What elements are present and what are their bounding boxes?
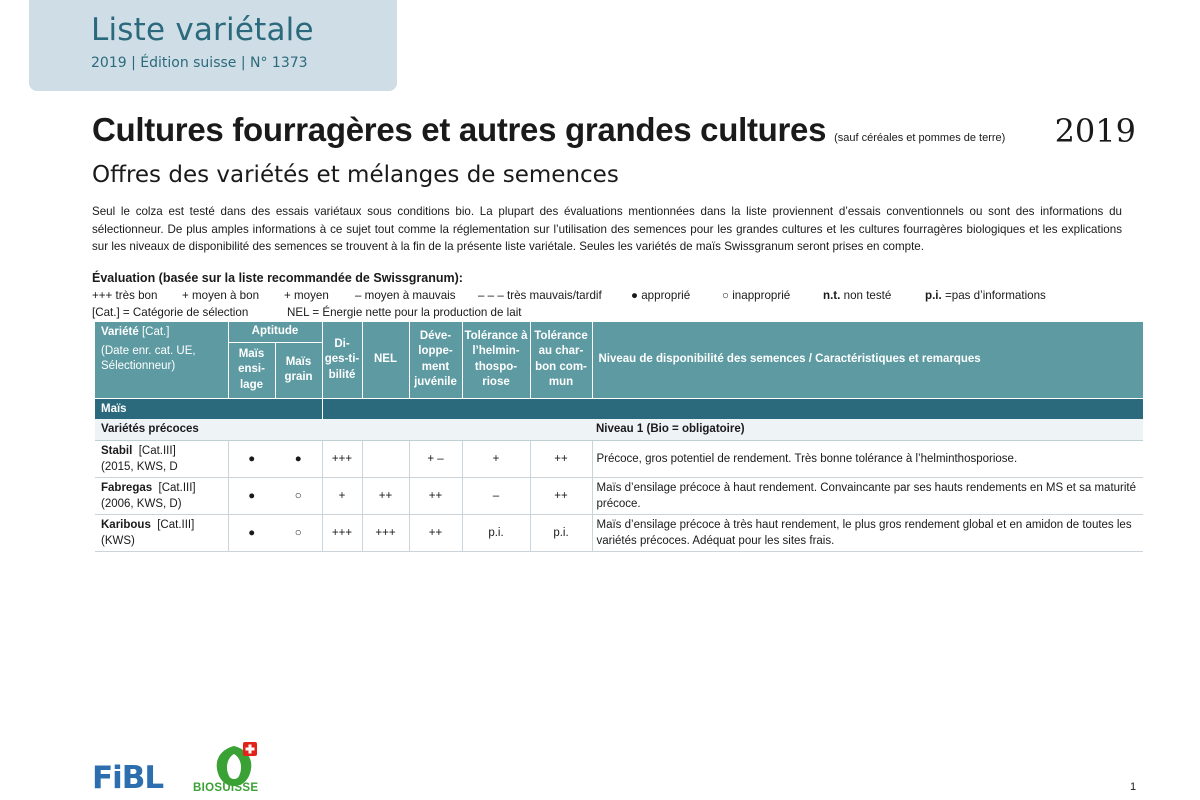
- legend-item: ○ inapproprié: [722, 289, 791, 302]
- col-header-developpement: Déve- loppe- ment juvénile: [409, 322, 462, 398]
- nel-cell: +++: [362, 514, 409, 551]
- dev-cell: ++: [409, 514, 462, 551]
- legend-nt-text: non testé: [843, 289, 892, 302]
- page-title-text: Cultures fourragères et autres grandes cultures: [92, 111, 827, 148]
- digest-cell: +++: [322, 440, 362, 477]
- variety-cat: [Cat.III]: [138, 444, 176, 457]
- biosuisse-logo-text: BIOSUISSE: [193, 782, 259, 794]
- legend-pi-abbr: p.i.: [925, 289, 942, 302]
- digest-cell: +: [322, 477, 362, 514]
- variety-name: Stabil: [101, 444, 133, 457]
- section-label: Maïs: [95, 398, 322, 419]
- col-header-charbon: Tolérance au char- bon com- mun: [530, 322, 592, 398]
- page-title-note: (sauf céréales et pommes de terre): [834, 132, 1006, 144]
- legend-item: + moyen: [284, 289, 329, 302]
- table-row: [95, 514, 1143, 551]
- ensilage-cell: ●: [228, 477, 275, 514]
- subsection-label: Variétés précoces: [95, 419, 592, 441]
- legend-pi-text: =pas d’informations: [944, 289, 1046, 302]
- edition-subtitle: 2019 | Édition suisse | N° 1373: [91, 55, 308, 71]
- dev-cell: ++: [409, 477, 462, 514]
- legend-item: – moyen à mauvais: [355, 289, 456, 302]
- table-row: [95, 477, 1143, 514]
- variety-info: (KWS): [101, 534, 135, 547]
- legend-item: +++ très bon: [92, 289, 158, 302]
- col-header-variete: [95, 322, 228, 398]
- variety-name: Fabregas: [101, 481, 153, 494]
- page-subtitle: Offres des variétés et mélanges de semences: [92, 162, 619, 188]
- col-header-aptitude: Aptitude: [228, 322, 322, 342]
- legend-item: + moyen à bon: [182, 289, 260, 302]
- remark-cell: Maïs d’ensilage précoce à haut rendement. Convaincante par ses hauts rendements en MS et sa maturité précoce.: [592, 477, 1143, 514]
- evaluation-title: Évaluation (basée sur la liste recommandée de Swissgranum):: [92, 271, 463, 285]
- table-header-row: [95, 322, 1143, 342]
- col-header-date: (Date enr. cat. UE, Sélectionneur): [101, 344, 196, 372]
- table-row: [95, 440, 1143, 477]
- col-header-nel: NEL: [362, 322, 409, 398]
- charbon-cell: ++: [530, 477, 592, 514]
- section-row-mais: [95, 398, 1143, 419]
- variety-cell: [95, 440, 228, 477]
- dev-cell: + –: [409, 440, 462, 477]
- ensilage-cell: ●: [228, 514, 275, 551]
- page-number: 1: [1130, 781, 1137, 793]
- variety-table: [95, 322, 1143, 552]
- legend-nt-abbr: n.t.: [823, 289, 841, 302]
- variety-info: (2015, KWS, D: [101, 460, 178, 473]
- fibl-logo: FiBL: [92, 760, 164, 796]
- remark-cell: Précoce, gros potentiel de rendement. Très bonne tolérance à l’helminthosporiose.: [592, 440, 1143, 477]
- legend-cat: [Cat.] = Catégorie de sélection: [92, 306, 249, 319]
- col-header-niveau: Niveau de disponibilité des semences / Caractéristiques et remarques: [592, 322, 1143, 398]
- legend-item: – – – très mauvais/tardif: [478, 289, 602, 302]
- subsection-level: Niveau 1 (Bio = obligatoire): [592, 419, 1143, 441]
- col-header-variete-label: Variété: [101, 326, 139, 338]
- ensilage-cell: ●: [228, 440, 275, 477]
- col-header-cat: [Cat.]: [141, 326, 170, 338]
- charbon-cell: ++: [530, 440, 592, 477]
- variety-cell: [95, 477, 228, 514]
- remark-cell: Maïs d’ensilage précoce à très haut rendement, le plus gros rendement global et en amidon de toutes les variétés précoces. Adéquat pour les sites frais.: [592, 514, 1143, 551]
- col-header-mais-grain: Maïs grain: [275, 342, 322, 398]
- helm-cell: –: [462, 477, 530, 514]
- evaluation-legend-2: [92, 306, 892, 322]
- evaluation-legend: [92, 289, 1152, 305]
- page-title: [92, 111, 1140, 149]
- variety-cat: [Cat.III]: [157, 518, 195, 531]
- legend-item: ● approprié: [631, 289, 691, 302]
- legend-nel: NEL = Énergie nette pour la production de lait: [287, 306, 522, 319]
- legend-item-nt: [823, 289, 891, 302]
- variety-name: Karibous: [101, 518, 151, 531]
- variety-info: (2006, KWS, D): [101, 497, 182, 510]
- col-header-helminthosporiose: Tolérance à l’helmin- thospo- riose: [462, 322, 530, 398]
- col-header-digestibilite: Di- ges-ti- bilité: [322, 322, 362, 398]
- intro-paragraph: Seul le colza est testé dans des essais variétaux sous conditions bio. La plupart des évaluations mentionnées dans la liste proviennent d’essais conventionnels ou sont des informations du sélectionneur. De plus amples informations à ce sujet tout comme la réglementation sur l’utilisation des semences pour les grandes cultures et les cultures fourragères biologiques et les explications sur les niveaux de disponibilité des semences se trouvent à la fin de la présente liste variétale. Seules les variétés de maïs Swissgranum seront prises en compte.: [92, 205, 1122, 253]
- col-header-mais-ensilage: Maïs ensi- lage: [228, 342, 275, 398]
- grain-cell: ●: [275, 440, 322, 477]
- helm-cell: +: [462, 440, 530, 477]
- variety-cat: [Cat.III]: [158, 481, 196, 494]
- edition-title: Liste variétale: [91, 12, 314, 48]
- nel-cell: [362, 440, 409, 477]
- edition-header-box: [29, 0, 397, 91]
- nel-cell: ++: [362, 477, 409, 514]
- helm-cell: p.i.: [462, 514, 530, 551]
- page-year: 2019: [1054, 112, 1136, 150]
- variety-cell: [95, 514, 228, 551]
- grain-cell: ○: [275, 477, 322, 514]
- section-bar-fill: [322, 398, 1143, 419]
- subsection-row: [95, 419, 1143, 441]
- digest-cell: +++: [322, 514, 362, 551]
- legend-item-pi: [925, 289, 1046, 302]
- grain-cell: ○: [275, 514, 322, 551]
- charbon-cell: p.i.: [530, 514, 592, 551]
